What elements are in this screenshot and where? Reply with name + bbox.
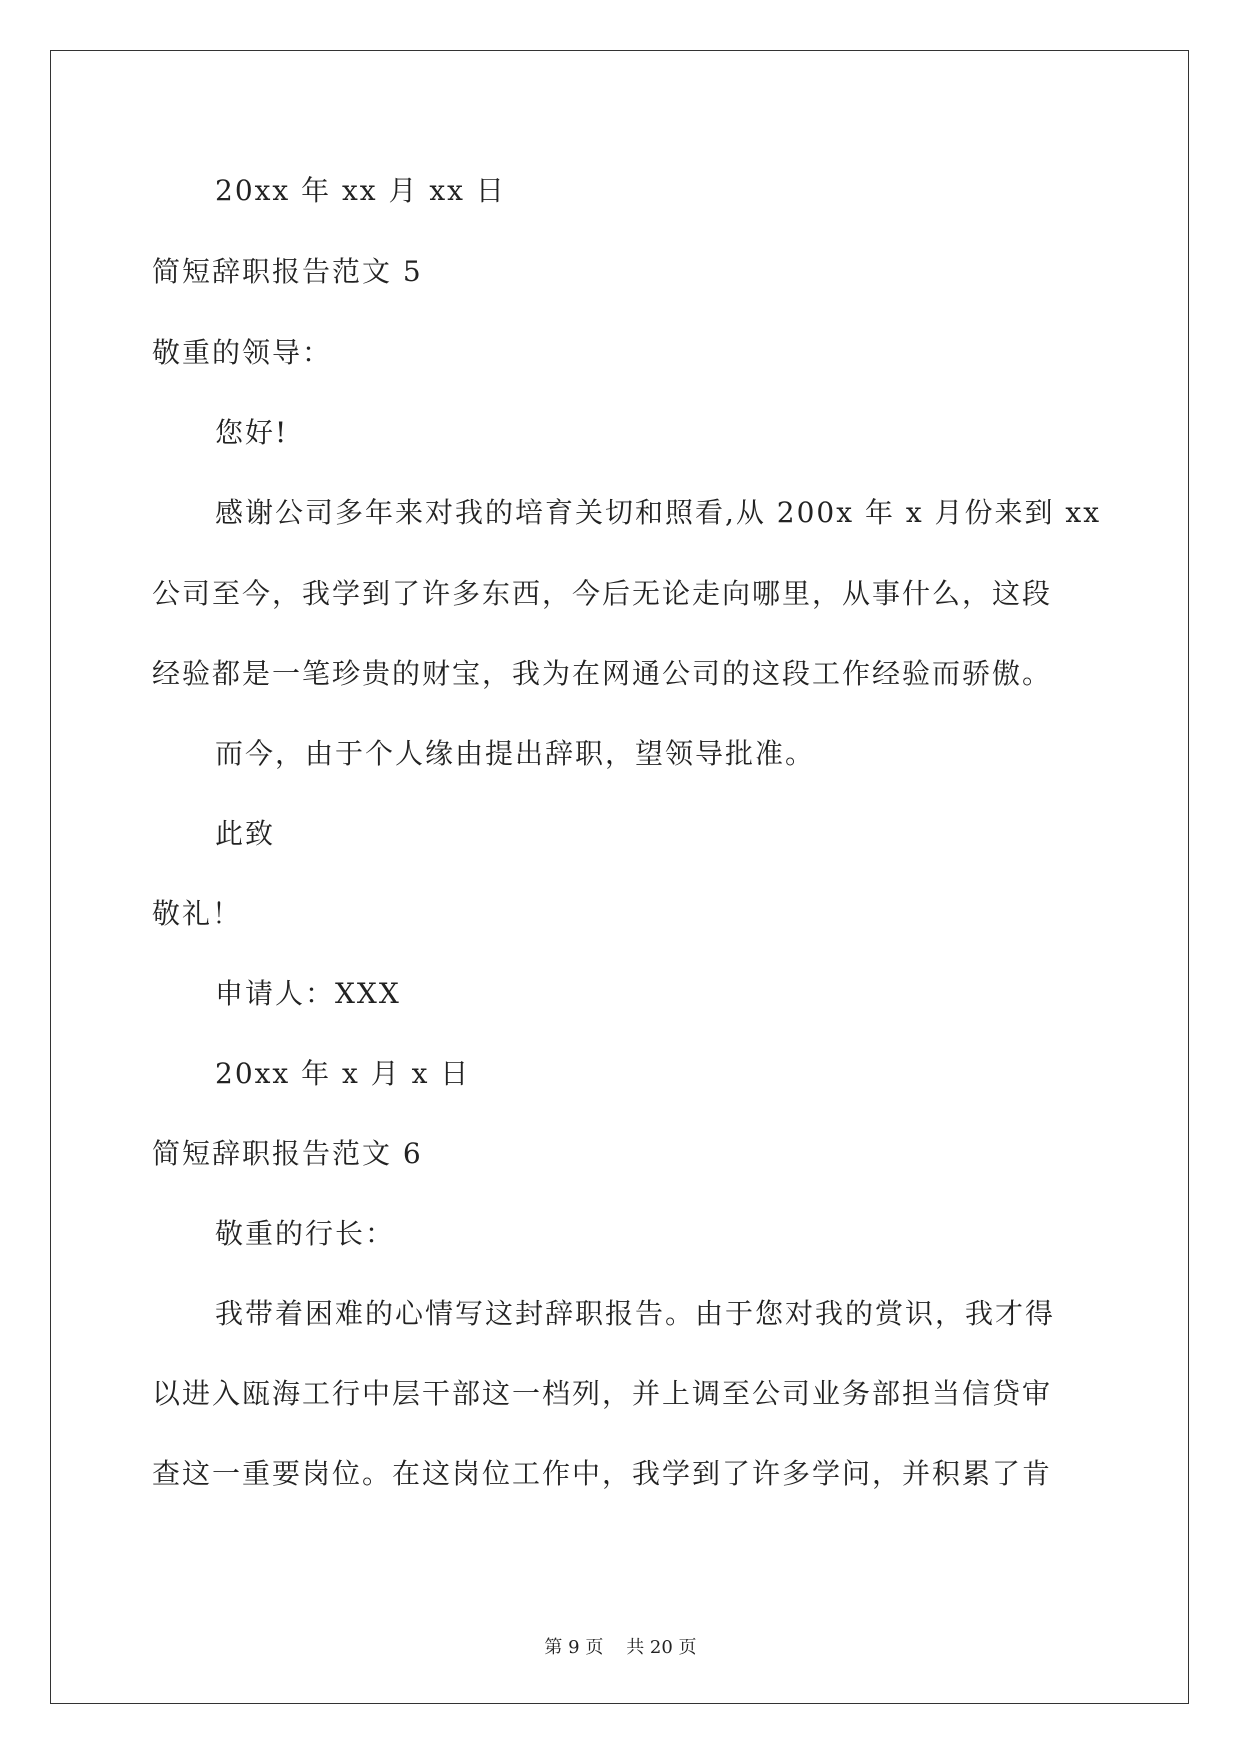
body-paragraph-line: 感谢公司多年来对我的培育关切和照看,从 200x 年 x 月份来到 xx: [215, 496, 1102, 529]
body-paragraph-line: 经验都是一笔珍贵的财宝，我为在网通公司的这段工作经验而骄傲。: [152, 657, 1053, 690]
section-heading-5: 简短辞职报告范文 5: [152, 255, 423, 288]
date-line-1: 20xx 年 xx 月 xx 日: [215, 174, 506, 207]
page-frame: [50, 50, 1189, 1704]
date-line-2: 20xx 年 x 月 x 日: [215, 1057, 471, 1090]
body-paragraph-line: 我带着困难的心情写这封辞职报告。由于您对我的赏识，我才得: [215, 1297, 1056, 1330]
body-paragraph-line: 而今，由于个人缘由提出辞职，望领导批准。: [215, 737, 816, 770]
body-paragraph-line: 查这一重要岗位。在这岗位工作中，我学到了许多学问，并积累了肯: [152, 1457, 1053, 1490]
applicant-line: 申请人：XXX: [215, 977, 401, 1010]
salutation-2: 敬重的行长：: [215, 1217, 396, 1250]
page-number-footer: 第 9 页 共 20 页: [544, 1637, 697, 1658]
closing-salute: 敬礼！: [152, 897, 243, 930]
body-paragraph-line: 公司至今，我学到了许多东西，今后无论走向哪里，从事什么，这段: [152, 577, 1053, 610]
closing-phrase: 此致: [215, 817, 276, 850]
salutation-1: 敬重的领导：: [152, 336, 333, 369]
body-paragraph-line: 以进入瓯海工行中层干部这一档列，并上调至公司业务部担当信贷审: [152, 1377, 1053, 1410]
greeting: 您好!: [215, 416, 289, 449]
section-heading-6: 简短辞职报告范文 6: [152, 1137, 423, 1170]
